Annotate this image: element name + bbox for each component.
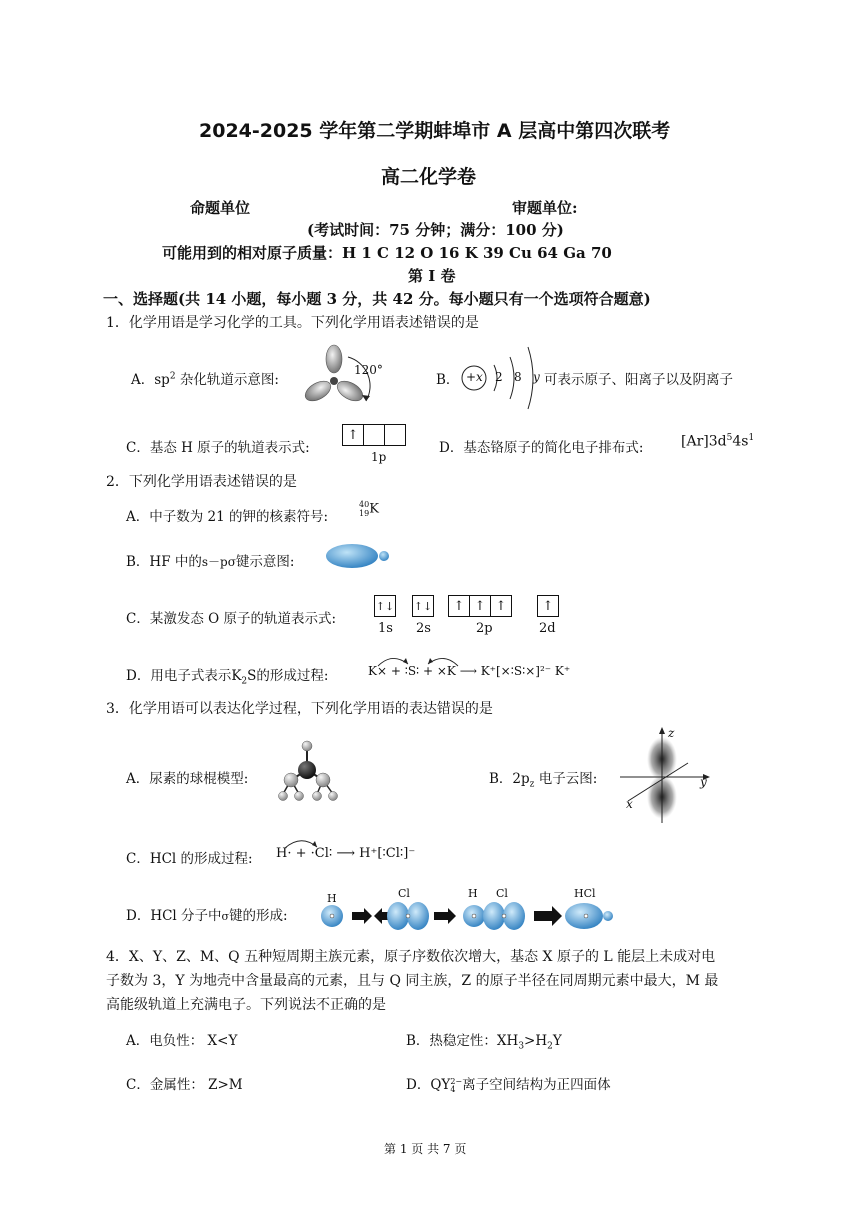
q4-b-text: B．热稳定性：$XH_3>H_2Y$ xyxy=(406,1033,562,1052)
hcl-electron-arrow xyxy=(283,836,323,850)
q1-a-angle: 120° xyxy=(354,363,383,377)
atomic-masses: 可能用到的相对原子质量：H 1 C 12 O 16 K 39 Cu 64 Ga 70 xyxy=(162,244,612,262)
q2-c-label-2p: 2p xyxy=(476,621,493,636)
section-heading: 一、选择题(共 14 小题，每小题 3 分，共 42 分。每小题只有一个选项符合题意) xyxy=(103,290,651,308)
q1-c-label: 1p xyxy=(371,450,387,464)
orbital-box: ↑↓ xyxy=(374,595,396,617)
q1-d-text: D．基态铬原子的简化电子排布式: xyxy=(439,440,644,456)
q1-b-text: 可表示原子、阳离子以及阴离子 xyxy=(544,372,733,388)
volume-label: 第 I 卷 xyxy=(408,267,456,285)
q1-b-shell-3: y xyxy=(533,370,540,384)
q2-d-equation: K× + ∶S∶ + ×K ⟶ K⁺[×∶S∶×]²⁻ K⁺ xyxy=(368,664,571,678)
label-cl-1: Cl xyxy=(398,887,410,900)
q3-a-text: A．尿素的球棍模型: xyxy=(126,771,249,787)
q3-stem: 3．化学用语可以表达化学过程，下列化学用语的表达错误的是 xyxy=(106,701,493,717)
q3-b-text: B．$2p_z$ 电子云图: xyxy=(489,771,598,790)
q4-a-text: A．电负性： X<Y xyxy=(126,1033,238,1049)
reviewer-label: 审题单位: xyxy=(512,199,578,217)
proposer-label: 命题单位 xyxy=(190,199,251,217)
orbital-box: ↑ xyxy=(342,424,364,446)
q3-c-equation: H· + ·Cl∶ ⟶ H⁺[∶Cl∶]⁻ xyxy=(276,846,416,861)
q1-b-shell-1: 2 xyxy=(495,370,503,384)
q2-c-label-2d: 2d xyxy=(539,621,556,636)
label-cl-2: Cl xyxy=(496,887,508,900)
q4-stem-line1: 4．X、Y、Z、M、Q 五种短周期主族元素，原子序数依次增大，基态 X 原子的 L 能层上未成对电 xyxy=(106,949,716,965)
q1-a-text: 杂化轨道示意图: xyxy=(175,372,279,388)
orbital-box: ↑ xyxy=(469,595,491,617)
q4-stem-line3: 高能级轨道上充满电子。下列说法不正确的是 xyxy=(106,997,386,1013)
exam-subtitle: 高二化学卷 xyxy=(381,166,477,188)
q2-d-text: D．用电子式表示$K_2S$的形成过程: xyxy=(126,668,329,687)
q1-d-config: $[Ar]3d^54s^1$ xyxy=(681,433,755,450)
q1-option-a xyxy=(131,368,279,388)
q2-c-box-2s xyxy=(412,595,434,617)
q2-c-text: C．某激发态 O 原子的轨道表示式: xyxy=(126,611,337,627)
electron-transfer-arrows xyxy=(374,652,464,668)
q4-stem-line2: 子数为 3，Y 为地壳中含量最高的元素，且与 Q 同主族，Z 的原子半径在同周期元素中最大，M 最 xyxy=(106,973,719,989)
q2-b-text: B．HF 中的s－pσ键示意图: xyxy=(126,554,295,570)
q1-c-text: C．基态 H 原子的轨道表示式: xyxy=(126,440,310,456)
q1-stem: 1．化学用语是学习化学的工具。下列化学用语表述错误的是 xyxy=(106,315,479,331)
q2-c-box-2d xyxy=(537,595,559,617)
axis-x-label: x xyxy=(626,797,633,811)
q1-b-prefix: B． xyxy=(436,372,460,388)
label-hcl: HCl xyxy=(574,887,596,900)
axis-y-label: y xyxy=(700,775,707,789)
s-p-sigma-bond-diagram xyxy=(326,542,394,570)
q3-c-text: C．HCl 的形成过程: xyxy=(126,851,253,867)
q2-c-box-2p xyxy=(448,595,512,617)
orbital-box: ↑ xyxy=(537,595,559,617)
q4-c-text: C．金属性： Z>M xyxy=(126,1077,243,1093)
q2-a-text: A．中子数为 21 的钾的核素符号: xyxy=(126,509,329,525)
sp2-orbital-diagram xyxy=(300,343,390,413)
q1-a-prefix: A．sp xyxy=(131,372,170,388)
orbital-box: ↑ xyxy=(490,595,512,617)
urea-ball-stick-model xyxy=(275,740,341,804)
q4-d-text: D．QY2− 4 离子空间结构为正四面体 xyxy=(406,1076,611,1094)
orbital-box: ↑ xyxy=(448,595,470,617)
sigma-bond-formation-diagram xyxy=(318,900,618,934)
orbital-box xyxy=(363,424,385,446)
page-number: 第 1 页 共 7 页 xyxy=(384,1142,467,1156)
q1-b-shell-2: 8 xyxy=(514,370,522,384)
exam-info: (考试时间：75 分钟；满分：100 分) xyxy=(307,221,564,239)
q1-c-orbital-boxes xyxy=(342,424,406,446)
q2-a-nuclide: 40 19K xyxy=(359,500,379,518)
orbital-box: ↑↓ xyxy=(412,595,434,617)
q2-c-label-2s: 2s xyxy=(416,621,431,636)
label-h-1: H xyxy=(327,892,337,905)
q1-a-sup: 2 xyxy=(169,371,176,382)
axis-z-label: z xyxy=(668,726,675,740)
label-h-2: H xyxy=(468,887,478,900)
q2-stem: 2．下列化学用语表述错误的是 xyxy=(106,474,297,490)
orbital-box xyxy=(384,424,406,446)
q1-b-nucleus: +x xyxy=(466,370,483,384)
exam-title: 2024-2025 学年第二学期蚌埠市 A 层高中第四次联考 xyxy=(199,120,671,142)
q3-d-text: D．HCl 分子中σ键的形成: xyxy=(126,908,288,924)
q2-c-label-1s: 1s xyxy=(378,621,393,636)
q2-c-box-1s xyxy=(374,595,396,617)
